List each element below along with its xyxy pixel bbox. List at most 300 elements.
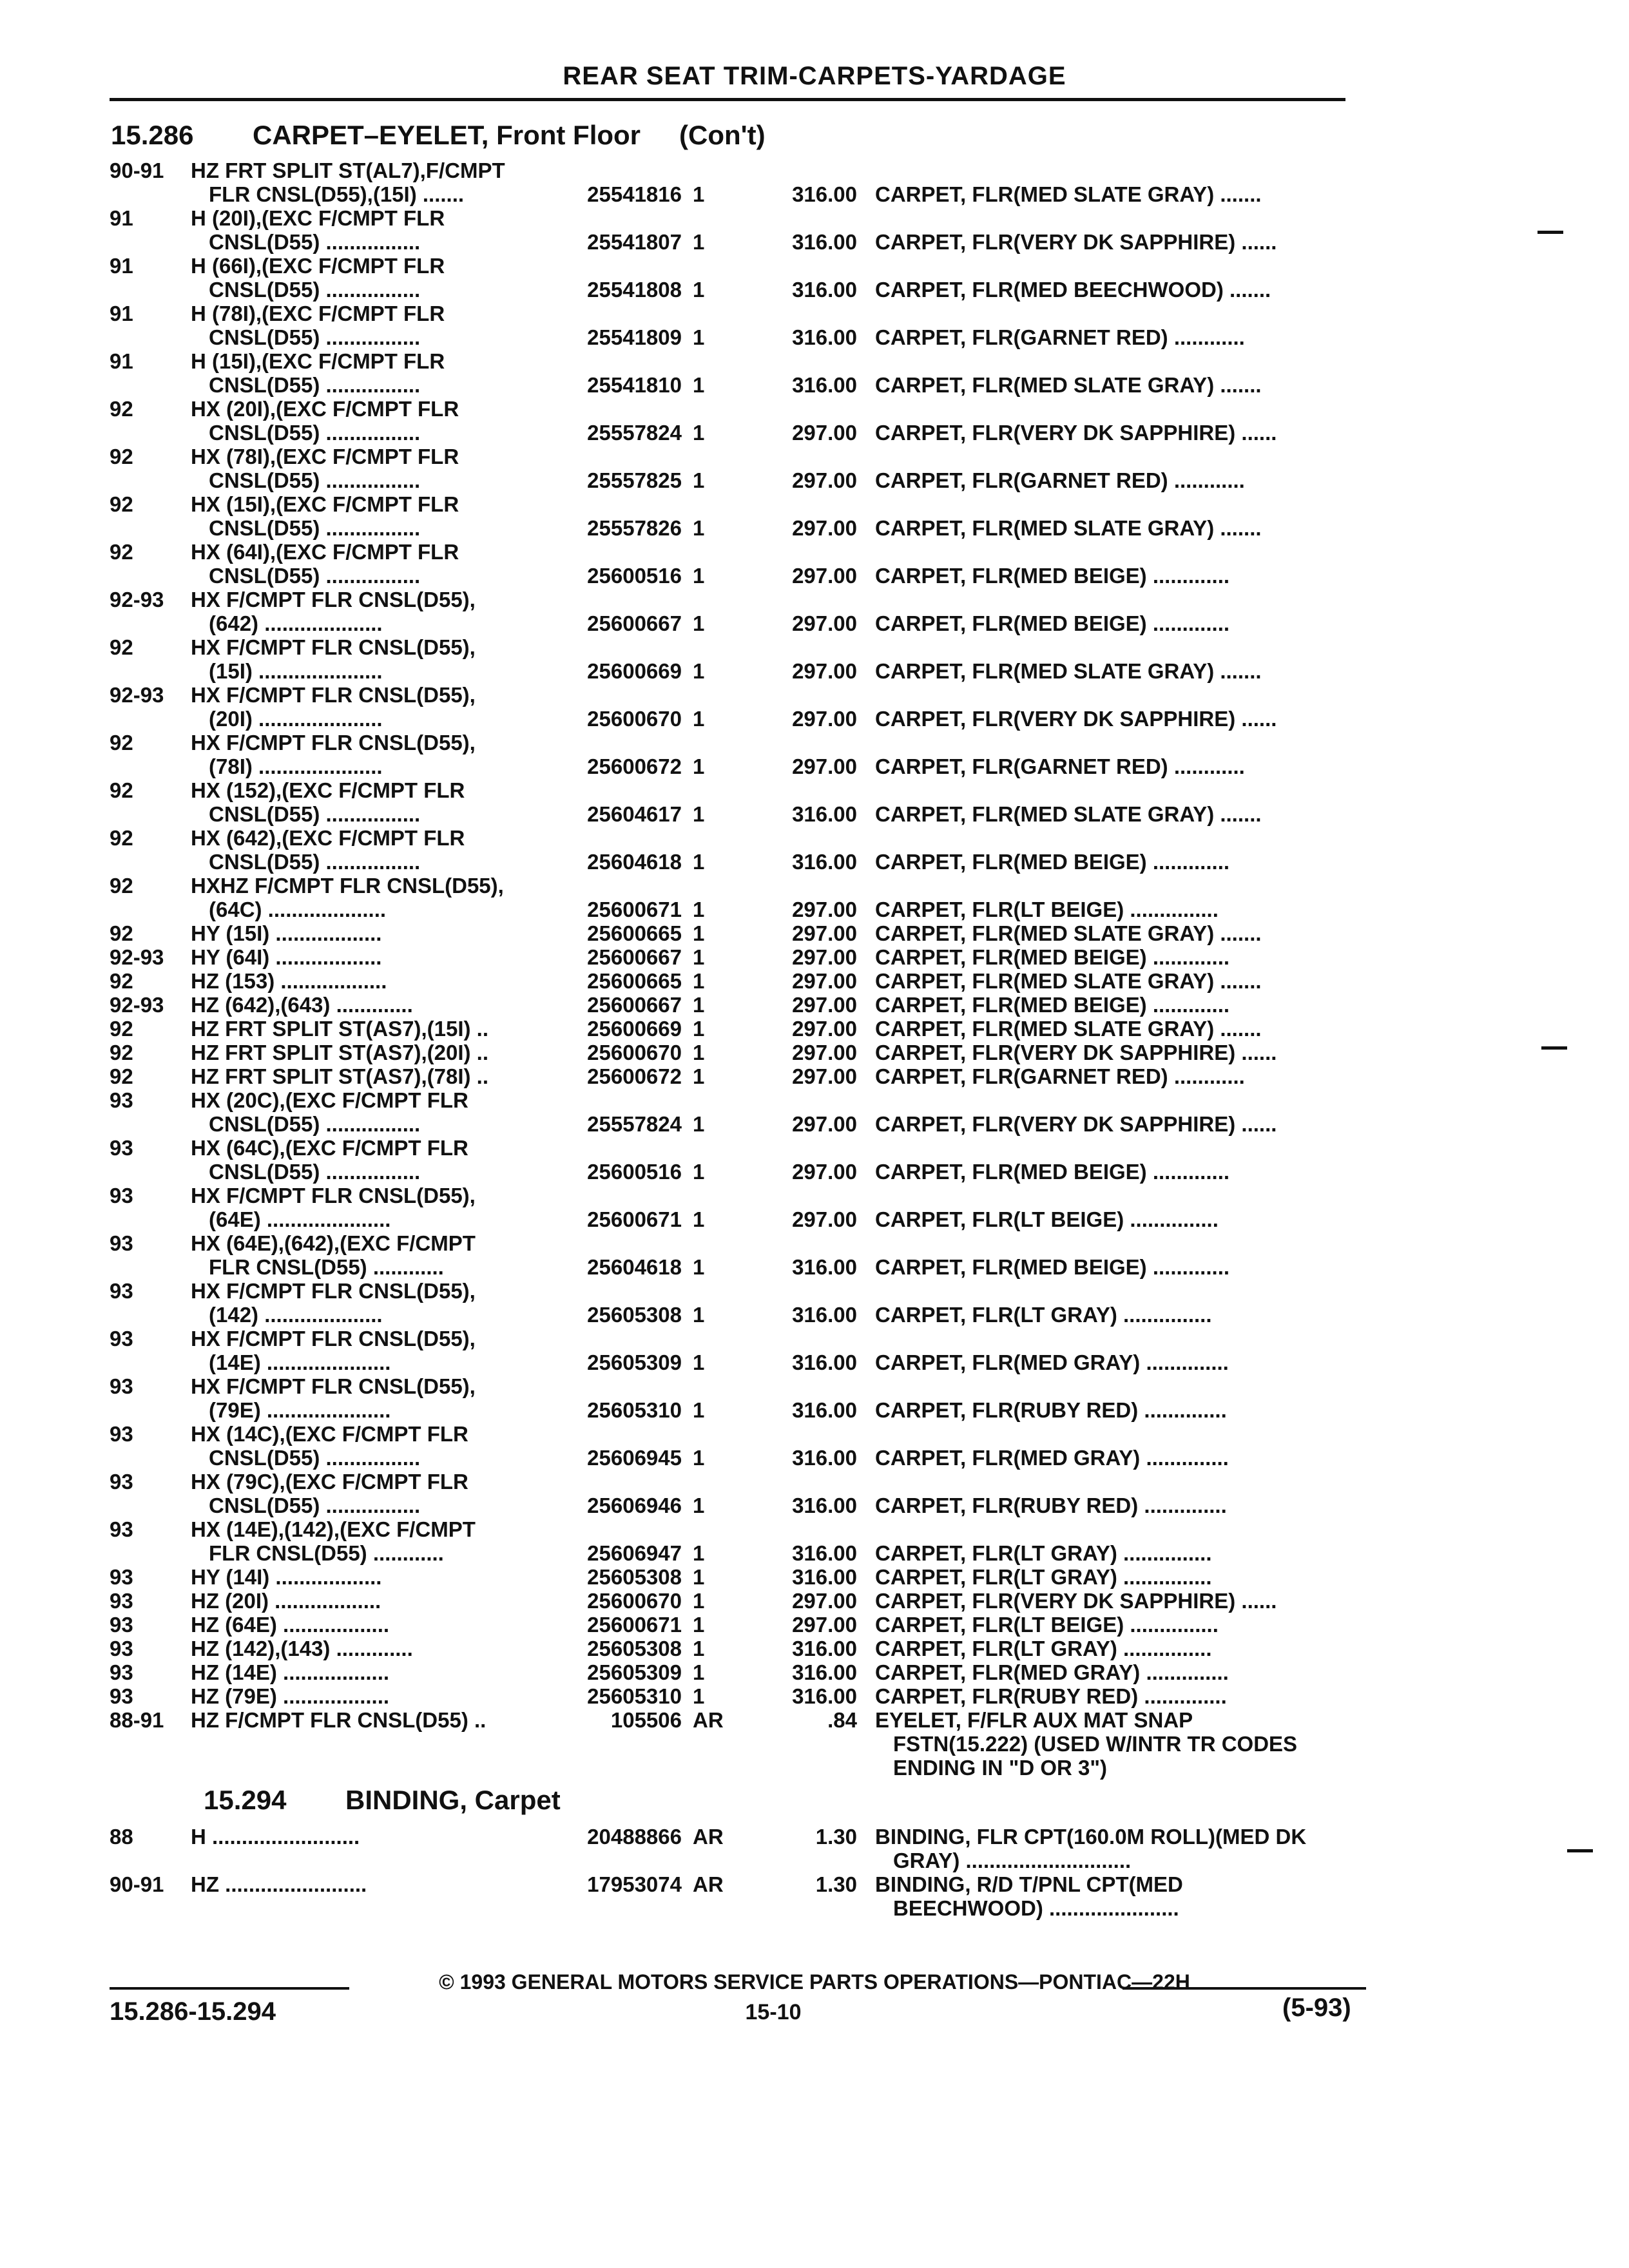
- part-number: 25600669: [587, 1017, 682, 1041]
- price: 316.00: [792, 1303, 857, 1327]
- part-number: 25600671: [587, 1207, 682, 1231]
- model-line: H (15I),(EXC F/CMPT FLR: [191, 349, 445, 373]
- model-description: [191, 731, 539, 778]
- model-line: (78I) .....................: [209, 754, 383, 778]
- description-line: CARPET, FLR(MED GRAY) ..............: [875, 1350, 1229, 1374]
- model-year: 93: [110, 1184, 133, 1207]
- model-line: CNSL(D55) ................: [209, 1160, 421, 1184]
- description-line: CARPET, FLR(LT BEIGE) ...............: [875, 898, 1219, 921]
- model-year: 91: [110, 254, 133, 278]
- price: 316.00: [792, 1255, 857, 1279]
- model-line: H (78I),(EXC F/CMPT FLR: [191, 302, 445, 325]
- model-line: CNSL(D55) ................: [209, 1112, 421, 1136]
- part-number: 25541810: [587, 373, 682, 397]
- model-line: HX (20C),(EXC F/CMPT FLR: [191, 1088, 468, 1112]
- model-line: FLR CNSL(D55) ............: [209, 1255, 444, 1279]
- model-year: 93: [110, 1684, 133, 1708]
- model-description: [191, 826, 539, 874]
- part-number: 25605308: [587, 1303, 682, 1327]
- model-line: HZ (642),(643) .............: [191, 993, 413, 1017]
- quantity: 1: [693, 1398, 705, 1422]
- model-description: [191, 969, 539, 993]
- model-year: 93: [110, 1470, 133, 1494]
- quantity: 1: [693, 921, 705, 945]
- quantity: 1: [693, 325, 705, 349]
- part-description: [875, 230, 1352, 254]
- description-line: CARPET, FLR(GARNET RED) ............: [875, 754, 1245, 778]
- description-line: BEECHWOOD) ......................: [893, 1896, 1179, 1920]
- description-line: CARPET, FLR(VERY DK SAPPHIRE) ......: [875, 421, 1277, 445]
- part-number: 17953074: [587, 1872, 682, 1896]
- quantity: 1: [693, 1446, 705, 1470]
- quantity: 1: [693, 993, 705, 1017]
- description-line: CARPET, FLR(MED BEIGE) .............: [875, 1160, 1230, 1184]
- part-number: 25600671: [587, 1613, 682, 1637]
- price: 297.00: [792, 1041, 857, 1064]
- price: 297.00: [792, 1589, 857, 1613]
- description-line: CARPET, FLR(MED SLATE GRAY) .......: [875, 659, 1262, 683]
- model-line: H (20I),(EXC F/CMPT FLR: [191, 206, 445, 230]
- description-line: CARPET, FLR(MED SLATE GRAY) .......: [875, 182, 1262, 206]
- part-number: 25605309: [587, 1660, 682, 1684]
- part-description: [875, 1872, 1352, 1920]
- model-line: HZ (64E) ..................: [191, 1613, 390, 1637]
- margin-mark: [1567, 1849, 1593, 1852]
- model-line: (642) ....................: [209, 611, 383, 635]
- model-description: [191, 874, 539, 921]
- part-description: [875, 993, 1352, 1017]
- model-line: FLR CNSL(D55),(15I) .......: [209, 182, 465, 206]
- model-line: HX F/CMPT FLR CNSL(D55),: [191, 1184, 476, 1207]
- part-number: 25557824: [587, 1112, 682, 1136]
- model-year: 93: [110, 1589, 133, 1613]
- model-year: 92: [110, 731, 133, 754]
- model-year: 93: [110, 1374, 133, 1398]
- model-line: H .........................: [191, 1825, 360, 1849]
- description-line: CARPET, FLR(MED BEIGE) .............: [875, 564, 1230, 588]
- quantity: 1: [693, 468, 705, 492]
- model-year: 92: [110, 635, 133, 659]
- part-number: 25604618: [587, 1255, 682, 1279]
- model-year: 93: [110, 1136, 133, 1160]
- model-year: 90-91: [110, 159, 164, 182]
- price: 316.00: [792, 1398, 857, 1422]
- quantity: 1: [693, 969, 705, 993]
- model-description: [191, 1517, 539, 1565]
- model-description: [191, 159, 539, 206]
- model-description: [191, 993, 539, 1017]
- quantity: 1: [693, 421, 705, 445]
- model-line: HZ (142),(143) .............: [191, 1637, 413, 1660]
- model-year: 92: [110, 969, 133, 993]
- model-line: HZ (79E) ..................: [191, 1684, 390, 1708]
- model-line: (64E) .....................: [209, 1207, 391, 1231]
- model-year: 92-93: [110, 945, 164, 969]
- section-title: CARPET–EYELET, Front Floor: [253, 120, 641, 150]
- part-number: 25600670: [587, 1589, 682, 1613]
- model-line: (142) ....................: [209, 1303, 383, 1327]
- part-number: 25600667: [587, 945, 682, 969]
- description-line: CARPET, FLR(RUBY RED) ..............: [875, 1684, 1227, 1708]
- part-number: 25600516: [587, 564, 682, 588]
- part-number: 25606946: [587, 1494, 682, 1517]
- price: 316.00: [792, 278, 857, 302]
- model-line: CNSL(D55) ................: [209, 1446, 421, 1470]
- part-description: [875, 182, 1352, 206]
- model-description: [191, 349, 539, 397]
- quantity: 1: [693, 1017, 705, 1041]
- part-description: [875, 921, 1352, 945]
- model-year: 92: [110, 397, 133, 421]
- description-line: CARPET, FLR(MED GRAY) ..............: [875, 1446, 1229, 1470]
- description-line: CARPET, FLR(VERY DK SAPPHIRE) ......: [875, 1589, 1277, 1613]
- part-number: 25606947: [587, 1541, 682, 1565]
- description-line: CARPET, FLR(MED BEIGE) .............: [875, 993, 1230, 1017]
- part-description: [875, 1207, 1352, 1231]
- part-number: 25605310: [587, 1398, 682, 1422]
- part-description: [875, 659, 1352, 683]
- model-description: [191, 1017, 539, 1041]
- model-line: HZ FRT SPLIT ST(AS7),(78I) ..: [191, 1064, 489, 1088]
- part-number: 25600670: [587, 1041, 682, 1064]
- description-line: CARPET, FLR(LT BEIGE) ...............: [875, 1207, 1219, 1231]
- page-title: REAR SEAT TRIM-CARPETS-YARDAGE: [563, 62, 1066, 90]
- part-description: [875, 1637, 1352, 1660]
- quantity: 1: [693, 1684, 705, 1708]
- title-rule: [110, 98, 1345, 101]
- model-line: HX (15I),(EXC F/CMPT FLR: [191, 492, 459, 516]
- part-description: [875, 898, 1352, 921]
- price: 297.00: [792, 421, 857, 445]
- model-line: HZ FRT SPLIT ST(AS7),(20I) ..: [191, 1041, 489, 1064]
- price: 316.00: [792, 182, 857, 206]
- price: 297.00: [792, 1613, 857, 1637]
- quantity: 1: [693, 754, 705, 778]
- quantity: 1: [693, 659, 705, 683]
- model-year: 91: [110, 302, 133, 325]
- model-line: CNSL(D55) ................: [209, 230, 421, 254]
- part-number: 25557825: [587, 468, 682, 492]
- model-line: HY (14I) ..................: [191, 1565, 382, 1589]
- model-description: [191, 1184, 539, 1231]
- section-number: 15.286: [111, 120, 194, 150]
- part-description: [875, 1041, 1352, 1064]
- description-line: CARPET, FLR(MED SLATE GRAY) .......: [875, 1017, 1262, 1041]
- part-number: 25600665: [587, 969, 682, 993]
- model-year: 92: [110, 778, 133, 802]
- model-year: 92: [110, 445, 133, 468]
- model-line: (15I) .....................: [209, 659, 383, 683]
- quantity: 1: [693, 1350, 705, 1374]
- price: 297.00: [792, 1112, 857, 1136]
- price: 316.00: [792, 1637, 857, 1660]
- part-number: 25604617: [587, 802, 682, 826]
- model-line: HX (14E),(142),(EXC F/CMPT: [191, 1517, 476, 1541]
- part-number: 25606945: [587, 1446, 682, 1470]
- price: 316.00: [792, 1494, 857, 1517]
- part-description: [875, 1064, 1352, 1088]
- description-line: CARPET, FLR(LT GRAY) ...............: [875, 1565, 1212, 1589]
- description-line: CARPET, FLR(MED SLATE GRAY) .......: [875, 802, 1262, 826]
- price: 316.00: [792, 1565, 857, 1589]
- model-line: HX F/CMPT FLR CNSL(D55),: [191, 731, 476, 754]
- model-description: [191, 540, 539, 588]
- model-description: [191, 1660, 539, 1684]
- model-description: [191, 1279, 539, 1327]
- description-line: CARPET, FLR(VERY DK SAPPHIRE) ......: [875, 1112, 1277, 1136]
- price: 297.00: [792, 1064, 857, 1088]
- model-line: CNSL(D55) ................: [209, 373, 421, 397]
- part-number: 25541808: [587, 278, 682, 302]
- quantity: 1: [693, 1112, 705, 1136]
- part-description: [875, 516, 1352, 540]
- model-line: HX (642),(EXC F/CMPT FLR: [191, 826, 465, 850]
- price: 316.00: [792, 1541, 857, 1565]
- model-line: CNSL(D55) ................: [209, 421, 421, 445]
- model-description: [191, 1041, 539, 1064]
- description-line: CARPET, FLR(LT GRAY) ...............: [875, 1541, 1212, 1565]
- model-description: [191, 588, 539, 635]
- quantity: 1: [693, 230, 705, 254]
- model-description: [191, 1708, 539, 1732]
- part-description: [875, 754, 1352, 778]
- part-description: [875, 1589, 1352, 1613]
- part-description: [875, 1017, 1352, 1041]
- part-number: 25604618: [587, 850, 682, 874]
- model-description: [191, 1327, 539, 1374]
- model-description: [191, 921, 539, 945]
- description-line: CARPET, FLR(VERY DK SAPPHIRE) ......: [875, 230, 1277, 254]
- description-line: CARPET, FLR(LT BEIGE) ...............: [875, 1613, 1219, 1637]
- model-year: 92-93: [110, 588, 164, 611]
- model-year: 93: [110, 1422, 133, 1446]
- model-description: [191, 1684, 539, 1708]
- revision-date: (5-93): [1282, 1994, 1351, 2022]
- part-description: [875, 421, 1352, 445]
- part-number: 25600672: [587, 1064, 682, 1088]
- model-line: HX (79C),(EXC F/CMPT FLR: [191, 1470, 468, 1494]
- model-year: 90-91: [110, 1872, 164, 1896]
- part-number: 25605309: [587, 1350, 682, 1374]
- model-line: HX (152),(EXC F/CMPT FLR: [191, 778, 465, 802]
- model-line: HZ (14E) ..................: [191, 1660, 390, 1684]
- part-number: 25541816: [587, 182, 682, 206]
- part-number: 25541809: [587, 325, 682, 349]
- part-number: 25541807: [587, 230, 682, 254]
- model-line: HY (15I) ..................: [191, 921, 382, 945]
- part-number: 25557826: [587, 516, 682, 540]
- part-description: [875, 850, 1352, 874]
- price: 316.00: [792, 373, 857, 397]
- model-line: HX F/CMPT FLR CNSL(D55),: [191, 1374, 476, 1398]
- quantity: 1: [693, 707, 705, 731]
- model-year: 92: [110, 540, 133, 564]
- price: 316.00: [792, 1446, 857, 1470]
- model-year: 93: [110, 1231, 133, 1255]
- description-line: CARPET, FLR(MED BEIGE) .............: [875, 611, 1230, 635]
- model-description: [191, 1231, 539, 1279]
- quantity: 1: [693, 1613, 705, 1637]
- part-number: 25605308: [587, 1565, 682, 1589]
- part-number: 105506: [610, 1708, 682, 1732]
- model-year: 92-93: [110, 683, 164, 707]
- price: 316.00: [792, 850, 857, 874]
- description-line: EYELET, F/FLR AUX MAT SNAP: [875, 1708, 1193, 1732]
- quantity: 1: [693, 182, 705, 206]
- description-line: BINDING, R/D T/PNL CPT(MED: [875, 1872, 1183, 1896]
- model-line: HX F/CMPT FLR CNSL(D55),: [191, 588, 476, 611]
- model-line: HZ F/CMPT FLR CNSL(D55) ..: [191, 1708, 487, 1732]
- model-year: 93: [110, 1565, 133, 1589]
- price: 297.00: [792, 516, 857, 540]
- model-description: [191, 1613, 539, 1637]
- quantity: 1: [693, 611, 705, 635]
- quantity: 1: [693, 373, 705, 397]
- quantity: 1: [693, 1660, 705, 1684]
- part-description: [875, 1255, 1352, 1279]
- quantity: 1: [693, 1565, 705, 1589]
- part-description: [875, 1613, 1352, 1637]
- price: 297.00: [792, 1160, 857, 1184]
- description-line: CARPET, FLR(LT GRAY) ...............: [875, 1303, 1212, 1327]
- page-number: 15-10: [745, 2000, 802, 2024]
- price: 316.00: [792, 1660, 857, 1684]
- price: 297.00: [792, 1017, 857, 1041]
- model-year: 91: [110, 206, 133, 230]
- model-line: CNSL(D55) ................: [209, 325, 421, 349]
- model-description: [191, 1637, 539, 1660]
- description-line: CARPET, FLR(MED SLATE GRAY) .......: [875, 969, 1262, 993]
- description-line: GRAY) ............................: [893, 1849, 1132, 1872]
- model-line: HX (64E),(642),(EXC F/CMPT: [191, 1231, 476, 1255]
- part-number: 25600670: [587, 707, 682, 731]
- description-line: CARPET, FLR(MED BEIGE) .............: [875, 945, 1230, 969]
- price: 297.00: [792, 754, 857, 778]
- part-description: [875, 1160, 1352, 1184]
- part-number: 20488866: [587, 1825, 682, 1849]
- model-line: CNSL(D55) ................: [209, 1494, 421, 1517]
- model-line: HZ (153) ..................: [191, 969, 387, 993]
- description-line: CARPET, FLR(GARNET RED) ............: [875, 468, 1245, 492]
- quantity: 1: [693, 564, 705, 588]
- price: 316.00: [792, 1350, 857, 1374]
- part-number: 25600672: [587, 754, 682, 778]
- description-line: CARPET, FLR(GARNET RED) ............: [875, 1064, 1245, 1088]
- model-year: 92: [110, 492, 133, 516]
- price: 1.30: [815, 1872, 857, 1896]
- description-line: CARPET, FLR(MED BEIGE) .............: [875, 850, 1230, 874]
- model-line: CNSL(D55) ................: [209, 516, 421, 540]
- price: .84: [827, 1708, 857, 1732]
- part-description: [875, 1565, 1352, 1589]
- section-continued: (Con't): [679, 120, 766, 150]
- model-description: [191, 1064, 539, 1088]
- model-description: [191, 945, 539, 969]
- price: 297.00: [792, 707, 857, 731]
- model-description: [191, 492, 539, 540]
- model-year: 88-91: [110, 1708, 164, 1732]
- part-description: [875, 1708, 1352, 1780]
- section-heading-15-294: [204, 1785, 561, 1816]
- quantity: 1: [693, 1637, 705, 1660]
- quantity: 1: [693, 278, 705, 302]
- part-number: 25605308: [587, 1637, 682, 1660]
- model-line: FLR CNSL(D55) ............: [209, 1541, 444, 1565]
- model-year: 93: [110, 1327, 133, 1350]
- model-year: 93: [110, 1279, 133, 1303]
- model-line: HZ FRT SPLIT ST(AL7),F/CMPT: [191, 159, 505, 182]
- quantity: 1: [693, 1494, 705, 1517]
- model-description: [191, 302, 539, 349]
- model-description: [191, 397, 539, 445]
- model-line: HX (20I),(EXC F/CMPT FLR: [191, 397, 459, 421]
- price: 297.00: [792, 993, 857, 1017]
- model-description: [191, 206, 539, 254]
- model-line: HX F/CMPT FLR CNSL(D55),: [191, 1279, 476, 1303]
- model-line: HX (64C),(EXC F/CMPT FLR: [191, 1136, 468, 1160]
- part-description: [875, 945, 1352, 969]
- model-year: 91: [110, 349, 133, 373]
- model-description: [191, 1589, 539, 1613]
- model-line: (14E) .....................: [209, 1350, 391, 1374]
- model-line: (20I) .....................: [209, 707, 383, 731]
- price: 297.00: [792, 921, 857, 945]
- part-description: [875, 1494, 1352, 1517]
- model-description: [191, 1088, 539, 1136]
- part-description: [875, 325, 1352, 349]
- part-description: [875, 373, 1352, 397]
- part-number: 25557824: [587, 421, 682, 445]
- quantity: 1: [693, 898, 705, 921]
- part-description: [875, 969, 1352, 993]
- description-line: CARPET, FLR(VERY DK SAPPHIRE) ......: [875, 707, 1277, 731]
- model-description: [191, 1422, 539, 1470]
- model-description: [191, 1825, 539, 1849]
- quantity: 1: [693, 945, 705, 969]
- quantity: AR: [693, 1872, 724, 1896]
- model-description: [191, 1374, 539, 1422]
- quantity: 1: [693, 802, 705, 826]
- quantity: 1: [693, 1589, 705, 1613]
- model-description: [191, 1872, 539, 1896]
- model-description: [191, 1470, 539, 1517]
- description-line: CARPET, FLR(RUBY RED) ..............: [875, 1398, 1227, 1422]
- model-year: 93: [110, 1088, 133, 1112]
- quantity: 1: [693, 516, 705, 540]
- model-description: [191, 778, 539, 826]
- model-line: HX (64I),(EXC F/CMPT FLR: [191, 540, 459, 564]
- description-line: CARPET, FLR(RUBY RED) ..............: [875, 1494, 1227, 1517]
- price: 297.00: [792, 945, 857, 969]
- part-description: [875, 1303, 1352, 1327]
- description-line: BINDING, FLR CPT(160.0M ROLL)(MED DK: [875, 1825, 1307, 1849]
- model-year: 92: [110, 826, 133, 850]
- model-year: 93: [110, 1613, 133, 1637]
- model-line: HX F/CMPT FLR CNSL(D55),: [191, 1327, 476, 1350]
- description-line: CARPET, FLR(MED SLATE GRAY) .......: [875, 373, 1262, 397]
- description-line: CARPET, FLR(MED BEECHWOOD) .......: [875, 278, 1271, 302]
- part-description: [875, 1660, 1352, 1684]
- model-line: CNSL(D55) ................: [209, 278, 421, 302]
- price: 316.00: [792, 325, 857, 349]
- model-line: HX F/CMPT FLR CNSL(D55),: [191, 683, 476, 707]
- model-line: (79E) .....................: [209, 1398, 391, 1422]
- part-description: [875, 1446, 1352, 1470]
- model-year: 92-93: [110, 993, 164, 1017]
- model-description: [191, 445, 539, 492]
- part-description: [875, 802, 1352, 826]
- part-number: 25600665: [587, 921, 682, 945]
